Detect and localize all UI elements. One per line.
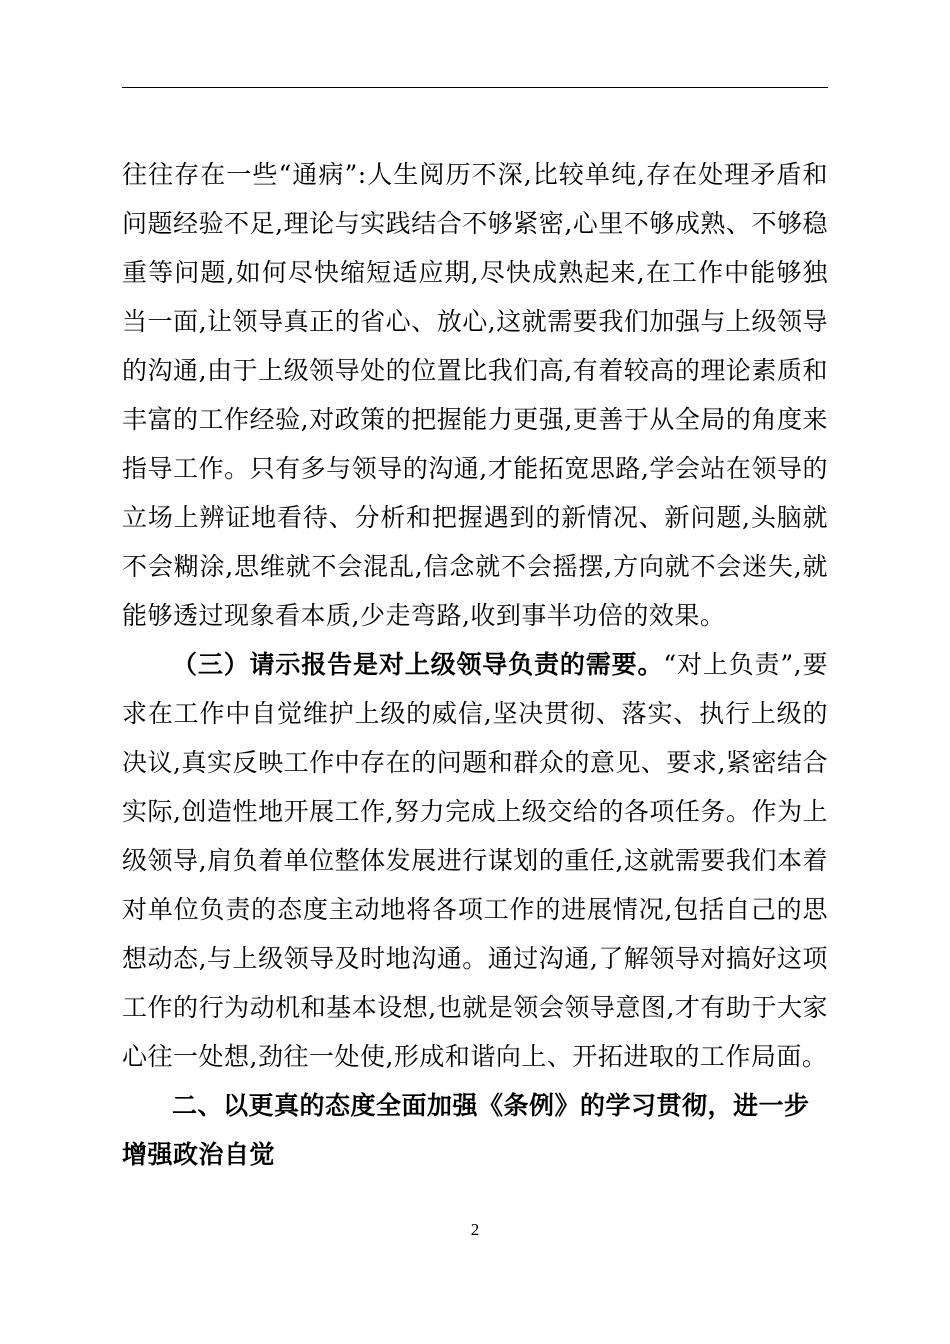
paragraph-body: “对上负责”,要求在工作中自觉维护上级的威信,坚决贯彻、落实、执行上级的决议,真实反映工作中存在的问题和群众的意见、要求,紧密结合实际,创造性地开展工作,努力完成上级交给的各项任务。作为上级领导,肩负着单位整体发展进行谋划的重任,这就需要我们本着对单位负责的态度主动地将各项工作的进展情况,包括自己的思想动态,与上级领导及时地沟通。通过沟通,了解领导对搞好这项工作的行为动机和基本设想,也就是领会领导意图,才有助于大家心往一处想,劲往一处使,形成和谐向上、开拓进取的工作局面。 xyxy=(122,650,828,1071)
paragraph-continuation: 往往存在一些“通病”:人生阅历不深,比较单纯,存在处理矛盾和问题经验不足,理论与实践结合不够紧密,心里不够成熟、不够稳重等问题,如何尽快缩短适应期,尽快成熟起来,在工作中能够独当一面,让领导真正的省心、放心,这就需要我们加强与上级领导的沟通,由于上级领导处的位置比我们高,有着较高的理论素质和丰富的工作经验,对政策的把握能力更强,更善于从全局的角度来指导工作。只有多与领导的沟通,才能拓宽思路,学会站在领导的立场上辨证地看待、分析和把握遇到的新情况、新问题,头脑就不会糊涂,思维就不会混乱,信念就不会摇摆,方向就不会迷失,就能够透过现象看本质,少走弯路,收到事半功倍的效果。 xyxy=(122,160,828,630)
header-rule xyxy=(122,87,828,88)
paragraph-section-3 xyxy=(122,640,828,1081)
document-body xyxy=(122,150,828,1179)
page-number: 2 xyxy=(470,1220,480,1239)
section-heading: 二、以更真的态度全面加强《条例》的学习贯彻，进一步增强政治自觉 xyxy=(122,1091,810,1169)
subsection-title: （三）请示报告是对上级领导负责的需要。 xyxy=(172,650,664,679)
